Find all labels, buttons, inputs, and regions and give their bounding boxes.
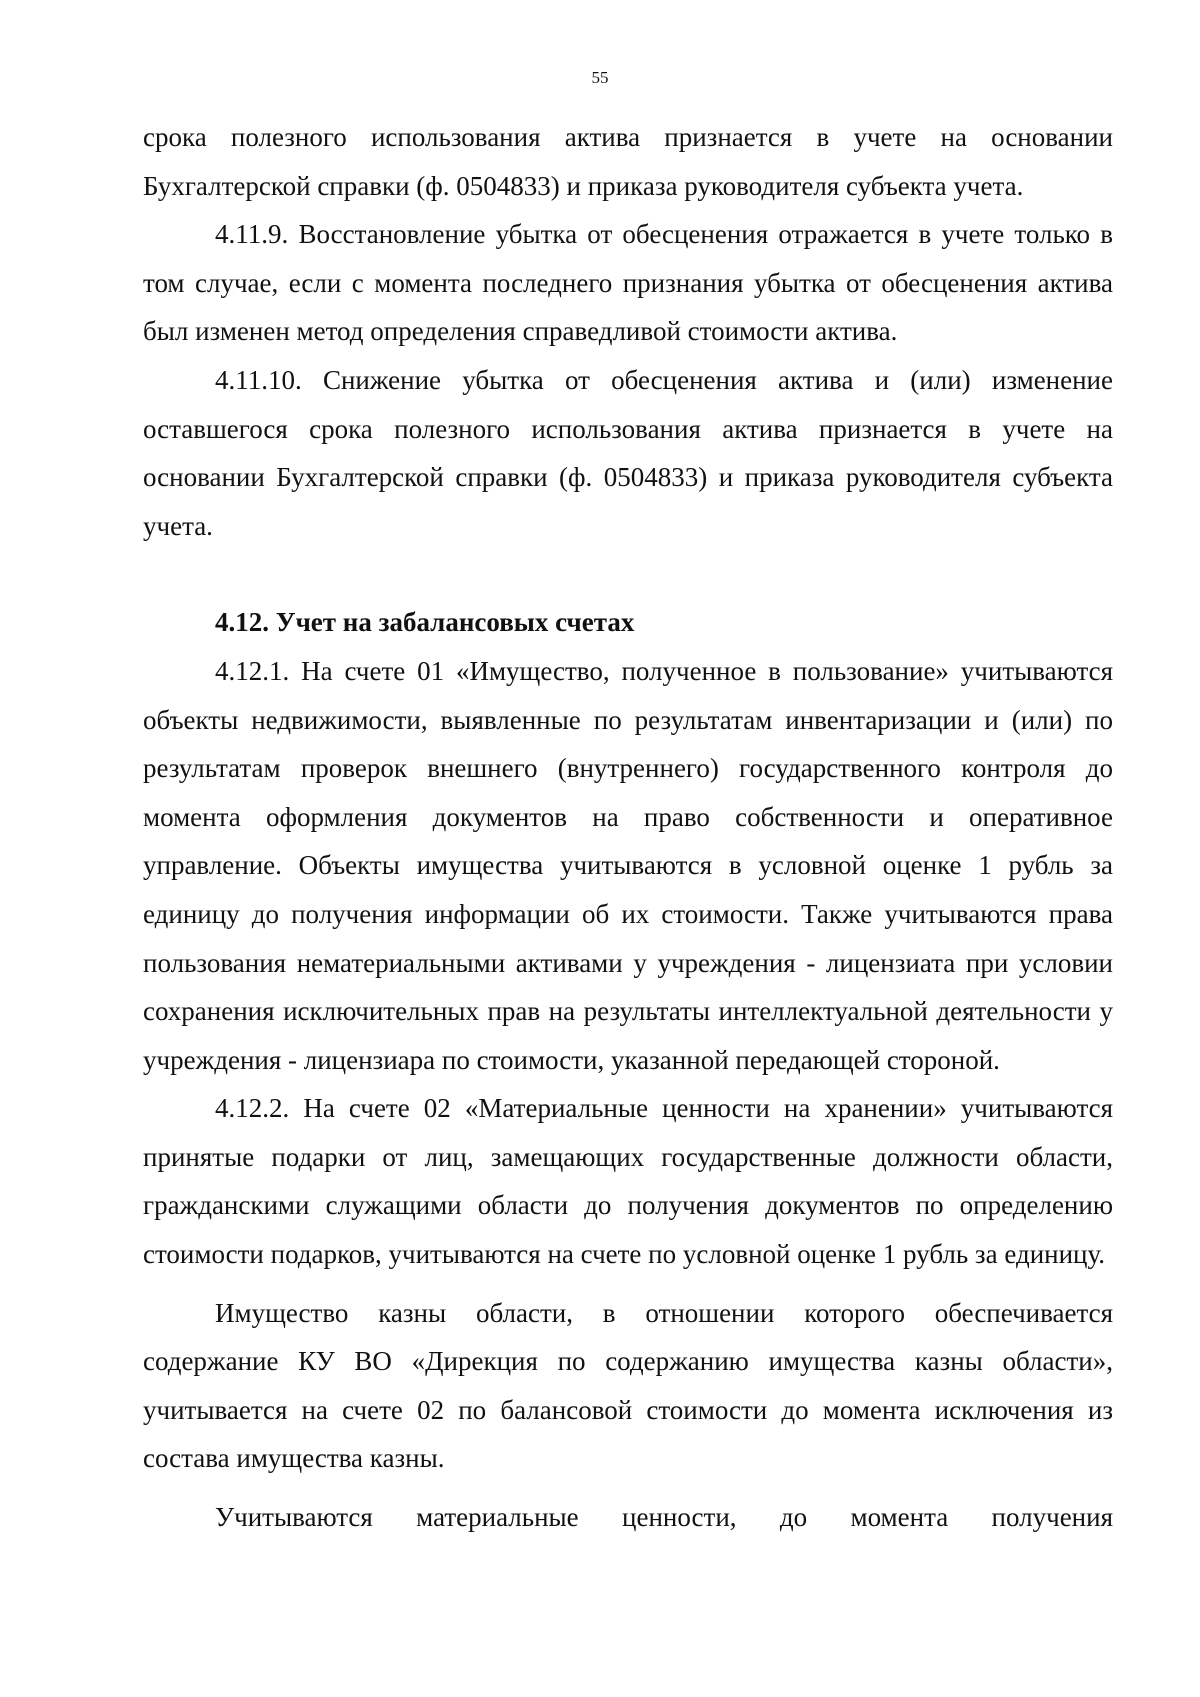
page-content	[143, 113, 1113, 1542]
paragraph-4-11-9: 4.11.9. Восстановление убытка от обесценения отражается в учете только в том случае, если с момента последнего признания убытка от обесценения актива был изменен метод определения справедливой стоимости актива.	[143, 219, 1113, 347]
paragraph-4-12-2: 4.12.2. На счете 02 «Материальные ценности на хранении» учитываются принятые подарки от лиц, замещающих государственные должности области, гражданскими служащими области до получения документов по определению стоимости подарков, учитываются на счете по условной оценке 1 рубль за единицу.	[143, 1093, 1113, 1270]
section-heading: 4.12. Учет на забалансовых счетах	[215, 607, 635, 638]
paragraph-4-12-1: 4.12.1. На счете 01 «Имущество, полученное в пользование» учитываются объекты недвижимости, выявленные по результатам инвентаризации и (или) по результатам проверок внешнего (внутреннего) государственного контроля до момента оформления документов на право собственности и оперативное управление. Объекты имущества учитываются в условной оценке 1 рубль за единицу до получения информации об их стоимости. Также учитываются права пользования нематериальными активами у учреждения - лицензиата при условии сохранения исключительных прав на результаты интеллектуальной деятельности у учреждения - лицензиара по стоимости, указанной передающей стороной.	[143, 655, 1113, 1075]
paragraph-material-values: Учитываются материальные ценности, до момента получения	[215, 1502, 1113, 1533]
paragraph-continuation: срока полезного использования актива признается в учете на основании Бухгалтерской справки (ф. 0504833) и приказа руководителя субъекта учета.	[143, 122, 1113, 201]
page-number: 55	[591, 68, 609, 87]
paragraph-4-11-10: 4.11.10. Снижение убытка от обесценения актива и (или) изменение оставшегося срока полезного использования актива признается в учете на основании Бухгалтерской справки (ф. 0504833) и приказа руководителя субъекта учета.	[143, 364, 1113, 541]
paragraph-treasury-property: Имущество казны области, в отношении которого обеспечивается содержание КУ ВО «Дирекция по содержанию имущества казны области», учитывается на счете 02 по балансовой стоимости до момента исключения из состава имущества казны.	[143, 1297, 1113, 1474]
